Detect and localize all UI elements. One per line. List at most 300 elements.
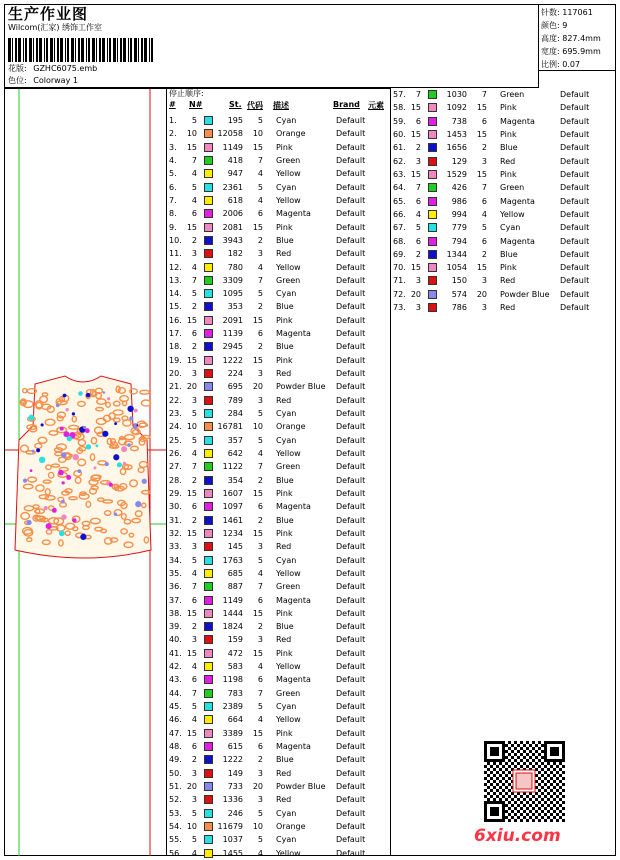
color-code: 2 — [257, 302, 263, 312]
color-code: 15 — [476, 103, 487, 113]
color-description: Blue — [276, 622, 294, 632]
color-description: Blue — [276, 755, 294, 765]
stop-number: 42. — [169, 662, 182, 672]
stitch-count: 789 — [227, 395, 243, 405]
color-swatch — [204, 835, 213, 844]
color-description: Pink — [500, 263, 517, 273]
brand: Default — [560, 303, 590, 313]
brand: Default — [336, 302, 366, 312]
needle-number: 7 — [415, 183, 421, 193]
stop-number: 11. — [169, 249, 182, 259]
color-description: Pink — [276, 142, 293, 152]
brand: Default — [336, 608, 366, 618]
stitch-count: 947 — [227, 169, 243, 179]
brand: Default — [336, 342, 366, 352]
color-swatch — [204, 702, 213, 711]
color-code: 3 — [257, 542, 263, 552]
col-num: # — [169, 100, 176, 109]
stop-number: 71. — [393, 276, 406, 286]
table-row — [169, 407, 391, 420]
stitch-count: 159 — [227, 635, 243, 645]
needle-number: 4 — [415, 209, 421, 219]
brand: Default — [560, 90, 590, 99]
color-swatch — [204, 369, 213, 378]
needle-number: 15 — [410, 103, 421, 113]
needle-number: 15 — [186, 355, 197, 365]
table-row — [169, 620, 391, 633]
table-title: 停止顺序: — [169, 89, 204, 98]
color-description: Pink — [276, 315, 293, 325]
color-swatch — [204, 582, 213, 591]
color-code: 20 — [252, 782, 263, 791]
table-row — [393, 181, 615, 194]
color-swatch — [204, 449, 213, 458]
brand: Default — [336, 715, 366, 725]
color-description: Cyan — [276, 116, 297, 125]
color-code: 6 — [481, 236, 487, 246]
stitch-count: 783 — [227, 688, 243, 698]
stop-number: 58. — [393, 103, 406, 113]
stop-number: 55. — [169, 835, 182, 845]
brand: Default — [560, 276, 590, 286]
color-description: Blue — [276, 302, 294, 312]
stop-number: 32. — [169, 528, 182, 538]
stop-number: 29. — [169, 488, 182, 498]
stitch-count: 1222 — [222, 355, 243, 365]
color-description: Cyan — [276, 182, 297, 192]
stitch-count: 12058 — [217, 129, 243, 139]
needle-number: 6 — [191, 209, 197, 219]
brand: Default — [336, 635, 366, 645]
needle-number: 2 — [191, 302, 197, 312]
needle-number: 15 — [186, 488, 197, 498]
stop-number: 40. — [169, 635, 182, 645]
color-swatch — [204, 356, 213, 365]
color-swatch — [204, 662, 213, 671]
color-description: Orange — [276, 821, 306, 831]
color-description: Yellow — [500, 209, 525, 219]
needle-number: 6 — [191, 502, 197, 512]
color-description: Blue — [276, 342, 294, 352]
stop-number: 57. — [393, 90, 406, 99]
table-row — [169, 247, 391, 260]
brand: Default — [336, 355, 366, 365]
stitch-count: 182 — [227, 249, 243, 259]
stitch-count: 1461 — [222, 515, 243, 525]
color-swatch — [204, 742, 213, 751]
color-swatch — [428, 237, 437, 246]
color-code: 2 — [257, 515, 263, 525]
table-row — [169, 660, 391, 673]
stitch-count: 1336 — [222, 795, 243, 805]
needle-number: 20 — [410, 289, 421, 299]
col-stitches: St. — [229, 100, 242, 109]
table-header — [169, 100, 389, 112]
scale-stat: 比例: 0.07 — [541, 60, 581, 69]
table-row — [169, 780, 391, 793]
brand: Default — [336, 155, 366, 165]
table-row — [169, 327, 391, 340]
table-row — [169, 847, 391, 860]
needle-number: 4 — [191, 715, 197, 725]
table-row — [169, 594, 391, 607]
stop-number: 20. — [169, 369, 182, 379]
color-description: Red — [276, 768, 292, 778]
color-code: 5 — [257, 409, 263, 419]
needle-number: 3 — [191, 395, 197, 405]
stop-number: 34. — [169, 555, 182, 565]
needle-number: 7 — [191, 582, 197, 592]
color-description: Pink — [500, 129, 517, 139]
color-description: Pink — [276, 355, 293, 365]
page-title: 生产作业图 — [8, 5, 89, 23]
stitch-count: 1030 — [446, 90, 467, 99]
height-stat: 高度: 827.4mm — [541, 34, 601, 43]
color-swatch — [428, 90, 437, 99]
needle-number: 20 — [186, 782, 197, 791]
needle-number: 10 — [186, 422, 197, 432]
color-description: Green — [500, 183, 525, 193]
stop-number: 16. — [169, 315, 182, 325]
col-desc: 描述 — [273, 101, 289, 110]
brand: Default — [336, 182, 366, 192]
table-row — [169, 820, 391, 833]
stitch-count: 246 — [227, 808, 243, 818]
color-swatch — [204, 329, 213, 338]
stitch-count: 3309 — [222, 275, 243, 285]
color-code: 6 — [257, 329, 263, 339]
needle-number: 6 — [191, 675, 197, 685]
table-row — [169, 460, 391, 473]
table-row — [169, 114, 391, 127]
color-swatch — [204, 302, 213, 311]
table-row — [169, 540, 391, 553]
color-code: 7 — [257, 155, 263, 165]
stitch-count: 1763 — [222, 555, 243, 565]
color-swatch — [204, 715, 213, 724]
table-row — [169, 154, 391, 167]
color-description: Red — [276, 635, 292, 645]
brand: Default — [336, 528, 366, 538]
color-swatch — [204, 409, 213, 418]
needle-number: 5 — [191, 835, 197, 845]
stitch-count: 149 — [227, 768, 243, 778]
color-code: 3 — [481, 276, 487, 286]
barcode-image — [8, 38, 156, 62]
brand: Default — [336, 235, 366, 245]
table-row — [169, 487, 391, 500]
brand: Default — [336, 462, 366, 472]
col-element: 元素 — [368, 101, 384, 110]
needle-number: 5 — [191, 409, 197, 419]
stitch-count: 685 — [227, 568, 243, 578]
needle-number: 3 — [415, 156, 421, 166]
needle-number: 15 — [410, 129, 421, 139]
stitch-count: 1095 — [222, 289, 243, 299]
stitch-count: 794 — [451, 236, 467, 246]
needle-number: 2 — [191, 475, 197, 485]
color-swatch — [428, 103, 437, 112]
table-row — [169, 527, 391, 540]
color-swatch — [204, 342, 213, 351]
color-swatch — [428, 130, 437, 139]
brand: Default — [336, 475, 366, 485]
stop-number: 30. — [169, 502, 182, 512]
needle-number: 5 — [415, 223, 421, 233]
color-swatch — [204, 489, 213, 498]
needle-number: 7 — [191, 155, 197, 165]
table-row — [169, 420, 391, 433]
table-row — [169, 434, 391, 447]
stop-number: 4. — [169, 155, 177, 165]
table-row — [169, 740, 391, 753]
stop-number: 21. — [169, 382, 182, 392]
color-swatch — [204, 516, 213, 525]
table-row — [169, 753, 391, 766]
needle-number: 3 — [191, 369, 197, 379]
stitch-count: 642 — [227, 449, 243, 458]
color-swatch — [204, 502, 213, 511]
needle-number: 2 — [191, 622, 197, 632]
stop-number: 47. — [169, 728, 182, 738]
color-code: 5 — [257, 555, 263, 565]
needle-number: 3 — [191, 768, 197, 778]
color-description: Red — [500, 156, 516, 166]
table-row — [393, 101, 615, 114]
color-swatch — [204, 289, 213, 298]
height-value: 827.4mm — [562, 34, 601, 43]
needle-number: 2 — [415, 143, 421, 153]
brand: Default — [336, 435, 366, 445]
stitch-count: 738 — [451, 116, 467, 126]
brand: Default — [336, 768, 366, 778]
table-row — [169, 221, 391, 234]
brand: Default — [336, 262, 366, 272]
stop-number: 17. — [169, 329, 182, 339]
needle-number: 4 — [191, 195, 197, 205]
table-row — [169, 167, 391, 180]
brand: Default — [336, 675, 366, 685]
stitch-count: 2361 — [222, 182, 243, 192]
stitch-count: 733 — [227, 782, 243, 791]
needle-number: 5 — [191, 289, 197, 299]
color-code: 7 — [257, 688, 263, 698]
color-swatch — [204, 209, 213, 218]
brand: Default — [336, 249, 366, 259]
color-code: 15 — [252, 315, 263, 325]
color-code: 5 — [257, 182, 263, 192]
stop-number: 64. — [393, 183, 406, 193]
table-row — [169, 300, 391, 313]
color-code: 2 — [481, 143, 487, 153]
color-code: 4 — [257, 195, 263, 205]
needle-number: 3 — [191, 635, 197, 645]
brand: Default — [336, 369, 366, 379]
color-code: 5 — [257, 808, 263, 818]
table-row — [169, 194, 391, 207]
needle-number: 2 — [415, 249, 421, 259]
table-row — [169, 807, 391, 820]
color-swatch — [204, 769, 213, 778]
stop-number: 33. — [169, 542, 182, 552]
table-row — [393, 248, 615, 261]
table-row — [169, 274, 391, 287]
table-row — [169, 687, 391, 700]
color-code: 15 — [476, 169, 487, 179]
stop-number: 24. — [169, 422, 182, 432]
brand: Default — [336, 169, 366, 179]
table-row — [169, 607, 391, 620]
stop-number: 22. — [169, 395, 182, 405]
brand: Default — [336, 568, 366, 578]
color-swatch — [204, 143, 213, 152]
color-description: Pink — [276, 528, 293, 538]
colorway-value: Colorway 1 — [33, 76, 78, 85]
table-row — [169, 354, 391, 367]
color-code: 10 — [252, 422, 263, 432]
stitch-count: 1656 — [446, 143, 467, 153]
stitch-count: 1607 — [222, 488, 243, 498]
stop-number: 49. — [169, 755, 182, 765]
color-swatch — [204, 635, 213, 644]
color-code: 4 — [257, 568, 263, 578]
table-row — [393, 115, 615, 128]
color-code: 10 — [252, 129, 263, 139]
color-swatch — [428, 143, 437, 152]
table-row — [169, 380, 391, 393]
color-code: 3 — [257, 395, 263, 405]
table-row — [393, 261, 615, 274]
color-swatch — [428, 183, 437, 192]
brand: Default — [336, 728, 366, 738]
brand: Default — [336, 582, 366, 592]
needle-number: 4 — [191, 848, 197, 858]
brand: Default — [336, 422, 366, 432]
table-row — [393, 141, 615, 154]
needle-number: 3 — [191, 795, 197, 805]
needle-number: 15 — [186, 142, 197, 152]
stitch-count: 2945 — [222, 342, 243, 352]
color-code: 3 — [257, 795, 263, 805]
brand: Default — [336, 515, 366, 525]
stop-number: 9. — [169, 222, 177, 232]
brand: Default — [336, 488, 366, 498]
needle-number: 15 — [186, 728, 197, 738]
color-description: Pink — [500, 169, 517, 179]
color-swatch — [204, 822, 213, 831]
table-row — [169, 141, 391, 154]
brand: Default — [336, 449, 366, 458]
color-description: Magenta — [276, 742, 311, 752]
stop-number: 51. — [169, 782, 182, 791]
color-code: 2 — [257, 622, 263, 632]
needle-number: 15 — [186, 648, 197, 658]
table-row — [169, 340, 391, 353]
color-swatch — [428, 250, 437, 259]
table-row — [169, 793, 391, 806]
stitch-count: 195 — [227, 116, 243, 125]
color-description: Yellow — [276, 195, 301, 205]
brand: Default — [336, 755, 366, 765]
table-row — [393, 288, 615, 301]
qr-code — [483, 740, 565, 822]
color-code: 7 — [481, 183, 487, 193]
color-swatch — [204, 236, 213, 245]
color-code: 4 — [257, 848, 263, 858]
color-swatch — [204, 183, 213, 192]
brand: Default — [336, 662, 366, 672]
color-description: Blue — [500, 143, 518, 153]
color-description: Magenta — [276, 595, 311, 605]
needle-number: 6 — [415, 196, 421, 206]
needle-number: 6 — [415, 236, 421, 246]
color-swatch — [204, 276, 213, 285]
stitch-count: 1122 — [222, 462, 243, 472]
brand: Default — [560, 236, 590, 246]
table-row — [169, 234, 391, 247]
col-needle: N# — [189, 100, 203, 109]
color-description: Magenta — [500, 236, 535, 246]
stitch-count: 1054 — [446, 263, 467, 273]
color-code: 4 — [481, 209, 487, 219]
brand: Default — [560, 169, 590, 179]
color-code: 5 — [257, 435, 263, 445]
design-label: 花版: — [8, 64, 27, 73]
stop-number: 41. — [169, 648, 182, 658]
color-description: Blue — [276, 235, 294, 245]
color-code: 15 — [476, 129, 487, 139]
color-code: 15 — [252, 142, 263, 152]
colorway-label: 色位: — [8, 76, 27, 85]
stop-number: 12. — [169, 262, 182, 272]
needle-number: 6 — [191, 742, 197, 752]
brand: Default — [560, 209, 590, 219]
color-code: 20 — [252, 382, 263, 392]
color-description: Blue — [500, 249, 518, 259]
stitch-count: 786 — [451, 303, 467, 313]
stop-number: 39. — [169, 622, 182, 632]
table-row — [169, 127, 391, 140]
brand: Default — [336, 142, 366, 152]
stats-panel — [539, 5, 615, 71]
width-stat: 宽度: 695.9mm — [541, 47, 601, 56]
brand: Default — [336, 129, 366, 139]
brand: Default — [560, 116, 590, 126]
table-row — [169, 633, 391, 646]
stitch-count: 574 — [451, 289, 467, 299]
color-code: 20 — [476, 289, 487, 299]
color-swatch — [428, 170, 437, 179]
color-code: 4 — [257, 715, 263, 725]
color-swatch — [204, 542, 213, 551]
stop-number: 62. — [393, 156, 406, 166]
color-swatch — [204, 462, 213, 471]
table-row — [169, 500, 391, 513]
color-code: 6 — [257, 502, 263, 512]
color-swatch — [204, 729, 213, 738]
color-code: 6 — [257, 209, 263, 219]
stitch-count: 2091 — [222, 315, 243, 325]
stitch-count: 695 — [227, 382, 243, 392]
color-description: Cyan — [276, 409, 297, 419]
stop-number: 44. — [169, 688, 182, 698]
stop-number: 67. — [393, 223, 406, 233]
color-description: Cyan — [276, 808, 297, 818]
stitch-count: 986 — [451, 196, 467, 206]
stop-number: 13. — [169, 275, 182, 285]
stitch-count: 615 — [227, 742, 243, 752]
color-code: 6 — [481, 196, 487, 206]
